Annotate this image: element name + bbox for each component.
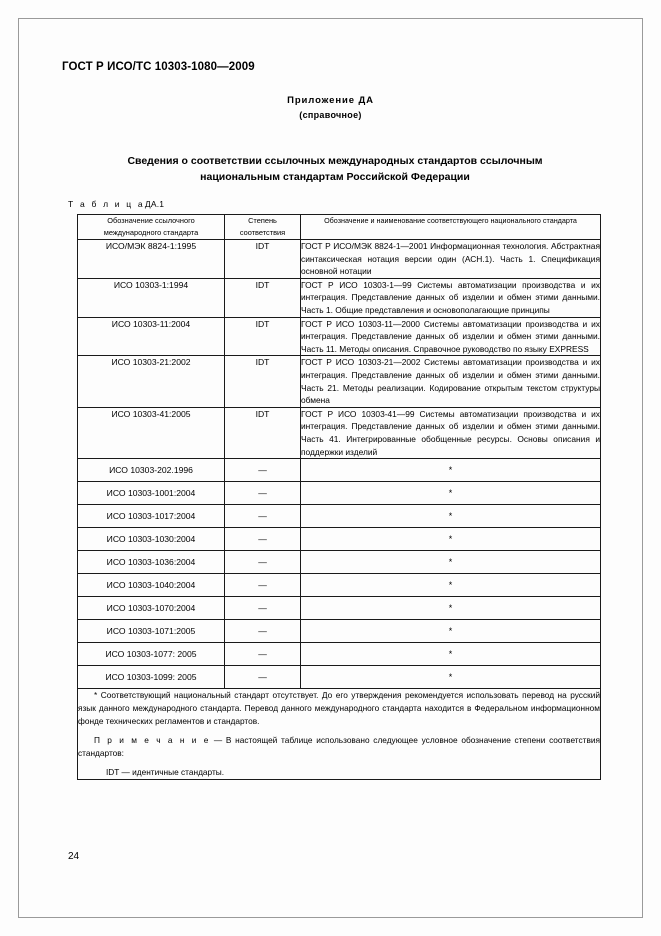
cell-national-standard: * <box>301 574 601 597</box>
cell-degree: — <box>225 597 301 620</box>
table-row <box>78 356 601 407</box>
cell-national-standard: ГОСТ Р ИСО 10303-11—2000 Системы автоматизации производства и их интеграция. Представление данных об изделии и обмен этими данными. Часть 11. Методы описания. Справочное руководство по языку EXPRESS <box>301 317 601 356</box>
table-row <box>78 551 601 574</box>
table-body <box>78 240 601 689</box>
appendix-block <box>0 95 661 120</box>
cell-national-standard: ГОСТ Р ИСО 10303-21—2002 Системы автоматизации производства и их интеграция. Представление данных об изделии и обмен этими данными. Часть 21. Методы реализации. Кодирование открытым текстом структуры обмена <box>301 356 601 407</box>
cell-degree: — <box>225 551 301 574</box>
cell-degree: IDT <box>225 278 301 317</box>
page-number: 24 <box>68 851 80 862</box>
correspondence-table <box>77 214 601 780</box>
cell-reference-standard: ИСО 10303-1036:2004 <box>78 551 225 574</box>
cell-reference-standard: ИСО 10303-1:1994 <box>78 278 225 317</box>
table-caption <box>68 199 164 209</box>
cell-degree: IDT <box>225 240 301 279</box>
cell-degree: — <box>225 620 301 643</box>
cell-national-standard: * <box>301 597 601 620</box>
cell-degree: — <box>225 505 301 528</box>
table-row <box>78 597 601 620</box>
cell-reference-standard: ИСО 10303-11:2004 <box>78 317 225 356</box>
cell-reference-standard: ИСО 10303-1001:2004 <box>78 482 225 505</box>
footnote-note-text: — В настоящей таблице использовано следующее условное обозначение степени соответствия стандартов: <box>78 735 600 759</box>
cell-degree: IDT <box>225 317 301 356</box>
table-row <box>78 620 601 643</box>
cell-degree: IDT <box>225 356 301 407</box>
document-header: ГОСТ Р ИСО/ТС 10303-1080—2009 <box>62 61 255 73</box>
table-header-row <box>78 215 601 240</box>
footnote-asterisk: * Соответствующий национальный стандарт отсутствует. До его утверждения рекомендуется использовать перевод на русский язык данного международного стандарта. Перевод данного международного стандарта находится в Федеральном информационном фонде технических регламентов и стандартов. <box>78 690 600 726</box>
cell-national-standard: * <box>301 643 601 666</box>
cell-reference-standard: ИСО 10303-41:2005 <box>78 407 225 458</box>
cell-reference-standard: ИСО 10303-1040:2004 <box>78 574 225 597</box>
cell-reference-standard: ИСО 10303-1077: 2005 <box>78 643 225 666</box>
cell-national-standard: ГОСТ Р ИСО/МЭК 8824-1—2001 Информационная технология. Абстрактная синтаксическая нотация версии один (АСН.1). Часть 1. Спецификация основной нотации <box>301 240 601 279</box>
cell-reference-standard: ИСО/МЭК 8824-1:1995 <box>78 240 225 279</box>
page-title: Сведения о соответствии ссылочных международных стандартов ссылочным национальным стандартам Российской Федерации <box>127 155 543 183</box>
cell-national-standard: * <box>301 666 601 689</box>
cell-degree: — <box>225 482 301 505</box>
table-row <box>78 574 601 597</box>
table-caption-label: Т а б л и ц а <box>68 199 145 209</box>
table-row <box>78 666 601 689</box>
table-caption-number: ДА.1 <box>144 199 165 209</box>
cell-degree: — <box>225 528 301 551</box>
cell-degree: — <box>225 574 301 597</box>
table-header-national: Обозначение и наименование соответствующего национального стандарта <box>301 215 601 240</box>
table-row <box>78 407 601 458</box>
cell-national-standard: * <box>301 505 601 528</box>
cell-degree: — <box>225 459 301 482</box>
cell-national-standard: * <box>301 551 601 574</box>
cell-reference-standard: ИСО 10303-1099: 2005 <box>78 666 225 689</box>
table-footnote-row <box>78 689 601 780</box>
table-row <box>78 240 601 279</box>
cell-reference-standard: ИСО 10303-1030:2004 <box>78 528 225 551</box>
table-header-ref: Обозначение ссылочного международного стандарта <box>78 215 225 240</box>
cell-national-standard: * <box>301 482 601 505</box>
cell-degree: — <box>225 666 301 689</box>
table-row <box>78 505 601 528</box>
appendix-title: Приложение ДА <box>287 95 374 106</box>
table-row <box>78 459 601 482</box>
cell-national-standard: * <box>301 620 601 643</box>
cell-reference-standard: ИСО 10303-21:2002 <box>78 356 225 407</box>
cell-reference-standard: ИСО 10303-1017:2004 <box>78 505 225 528</box>
cell-degree: — <box>225 643 301 666</box>
footnote-idt: IDT — идентичные стандарты. <box>106 767 225 778</box>
cell-national-standard: ГОСТ Р ИСО 10303-1—99 Системы автоматизации производства и их интеграция. Представление данных об изделии и обмен этими данными. Часть 1. Общие представления и основополагающие принципы <box>301 278 601 317</box>
cell-reference-standard: ИСО 10303-1070:2004 <box>78 597 225 620</box>
table-header-degree: Степень соответствия <box>225 215 301 240</box>
cell-degree: IDT <box>225 407 301 458</box>
cell-national-standard: * <box>301 459 601 482</box>
table-footnote-cell <box>78 689 601 780</box>
footnote-note <box>78 734 600 760</box>
table-row <box>78 317 601 356</box>
table-row <box>78 528 601 551</box>
table-row <box>78 482 601 505</box>
table-row <box>78 278 601 317</box>
cell-reference-standard: ИСО 10303-202.1996 <box>78 459 225 482</box>
table-row <box>78 643 601 666</box>
footnote-note-label: П р и м е ч а н и е <box>94 735 211 746</box>
cell-national-standard: * <box>301 528 601 551</box>
cell-reference-standard: ИСО 10303-1071:2005 <box>78 620 225 643</box>
appendix-subtitle: (справочное) <box>299 110 362 120</box>
cell-national-standard: ГОСТ Р ИСО 10303-41—99 Системы автоматизации производства и их интеграция. Представление данных об изделии и обмен этими данными. Часть 41. Интегрированные обобщенные ресурсы. Основы описания и поддержки изделий <box>301 407 601 458</box>
